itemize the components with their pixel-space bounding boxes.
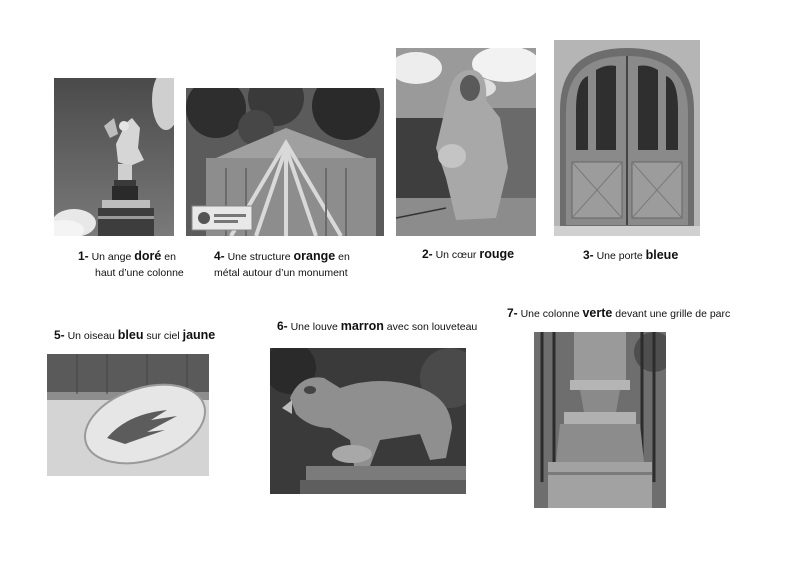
caption-item-6 [277,318,487,335]
item-number: 2- [422,247,433,261]
caption-text: Un oiseau [64,330,118,342]
caption-text: en [335,251,350,263]
caption-text: Une louve [287,321,341,333]
item-number: 1- [78,249,89,263]
photo-blue-door [554,40,700,236]
caption-text: Un ange [88,251,135,263]
photo-red-heart [396,48,536,236]
color-word: bleu [117,328,144,342]
caption-line-2: métal autour d’un monument [214,267,348,279]
caption-item-7 [507,305,737,322]
caption-item-1 [78,248,188,281]
color-word: rouge [479,247,515,261]
photo-blue-bird [47,354,209,476]
caption-text: en [161,251,176,263]
color-word: marron [340,319,384,333]
caption-text: avec son louveteau [383,321,478,333]
caption-item-5 [54,327,224,344]
caption-item-4 [214,248,374,281]
item-number: 3- [583,248,594,262]
photo-green-column [534,332,666,508]
color-word: doré [134,249,162,263]
item-number: 4- [214,249,225,263]
caption-text: Une porte [593,250,646,262]
item-number: 7- [507,306,518,320]
color-word: orange [293,249,336,263]
caption-line-2: haut d’une colonne [95,267,184,279]
caption-item-3 [583,247,703,264]
caption-text: devant une grille de parc [612,308,731,320]
caption-text: Un cœur [432,249,480,261]
item-number: 6- [277,319,288,333]
photo-orange-structure [186,88,384,236]
color-word: verte [582,306,613,320]
caption-text: Une colonne [517,308,583,320]
photo-brown-she-wolf [270,348,466,494]
item-number: 5- [54,328,65,342]
caption-text: Une structure [224,251,294,263]
color-word-2: jaune [182,328,216,342]
photo-golden-angel [54,78,174,236]
caption-item-2 [422,246,542,263]
color-word: bleue [645,248,679,262]
caption-text: sur ciel [143,330,183,342]
